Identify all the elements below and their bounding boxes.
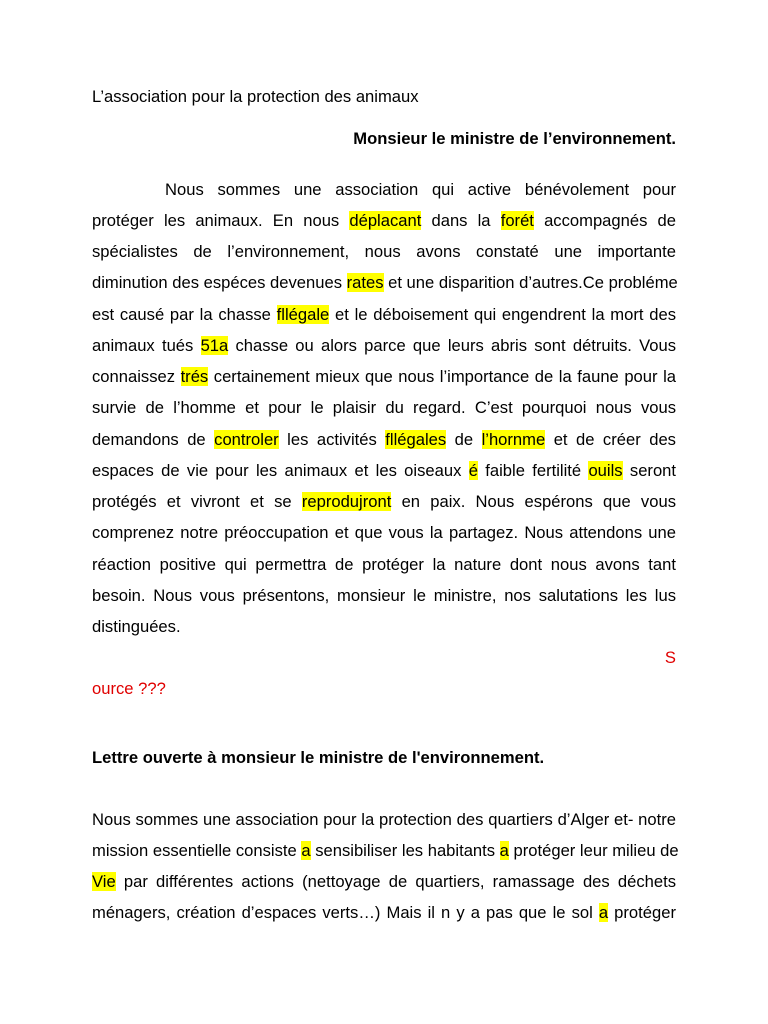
body-line-8: survie de l’homme et pour le plaisir du regard. C’est pourquoi nous vous <box>92 398 676 417</box>
highlighted-word: a <box>598 903 609 922</box>
body-line-6: animaux tués 51a chasse ou alors parce que leurs abris sont détruits. Vous <box>92 336 677 355</box>
body-line-1: Nous sommes une association qui active bénévolement pour <box>165 180 676 199</box>
body-line-7: connaissez trés certainement mieux que nous l’importance de la faune pour la <box>92 367 676 386</box>
highlighted-word: trés <box>180 367 209 386</box>
letter2-title: Lettre ouverte à monsieur le ministre de l'environnement. <box>92 748 545 767</box>
letter2-line-1: Nous sommes une association pour la protection des quartiers d’Alger et- notre <box>92 810 676 829</box>
body-line-15: distinguées. <box>92 617 181 636</box>
highlighted-word: ouils <box>588 461 623 480</box>
highlighted-word: forét <box>500 211 534 230</box>
recipient-line: Monsieur le ministre de l’environnement. <box>353 129 676 148</box>
highlighted-word: l’hornme <box>481 430 546 449</box>
highlighted-word: fllégales <box>385 430 447 449</box>
highlighted-word: 51a <box>200 336 229 355</box>
letter2-line-2: mission essentielle consiste a sensibiliser les habitants a protéger leur milieu de <box>92 841 679 860</box>
highlighted-word: Vie <box>92 872 116 891</box>
body-line-3: spécialistes de l’environnement, nous avons constaté une importante <box>92 242 676 261</box>
highlighted-word: é <box>468 461 478 480</box>
highlighted-word: reprodujront <box>301 492 392 511</box>
highlighted-word: fllégale <box>276 305 330 324</box>
body-line-4: diminution des espéces devenues rates et une disparition d’autres.Ce probléme <box>92 273 678 292</box>
highlighted-word: déplacant <box>349 211 422 230</box>
body-line-9: demandons de controler les activités fllégales de l’hornme et de créer des <box>92 430 676 449</box>
sender-line: L’association pour la protection des animaux <box>92 87 419 106</box>
body-line-11: protégés et vivront et se reprodujront en paix. Nous espérons que vous <box>92 492 676 511</box>
highlighted-word: a <box>301 841 311 860</box>
highlighted-word: controler <box>214 430 279 449</box>
letter2-line-3: Vie par différentes actions (nettoyage de quartiers, ramassage des déchets <box>92 872 676 891</box>
body-line-13: réaction positive qui permettra de protéger la nature dont nous avons tant <box>92 555 676 574</box>
body-line-5: est causé par la chasse fllégale et le déboisement qui engendrent la mort des <box>92 305 676 324</box>
body-line-12: comprenez notre préoccupation et que vous la partagez. Nous attendons une <box>92 523 676 542</box>
body-line-14: besoin. Nous vous présentons, monsieur le ministre, nos salutations les lus <box>92 586 676 605</box>
highlighted-word: a <box>499 841 509 860</box>
source-note-part1: S <box>664 648 676 667</box>
letter2-line-4: ménagers, création d’espaces verts…) Mais il n y a pas que le sol a protéger <box>92 903 676 922</box>
source-note-part2: ource ??? <box>92 679 166 698</box>
highlighted-word: rates <box>346 273 384 292</box>
body-line-2: protéger les animaux. En nous déplacant dans la forét accompagnés de <box>92 211 676 230</box>
body-line-10: espaces de vie pour les animaux et les oiseaux é faible fertilité ouils seront <box>92 461 677 480</box>
